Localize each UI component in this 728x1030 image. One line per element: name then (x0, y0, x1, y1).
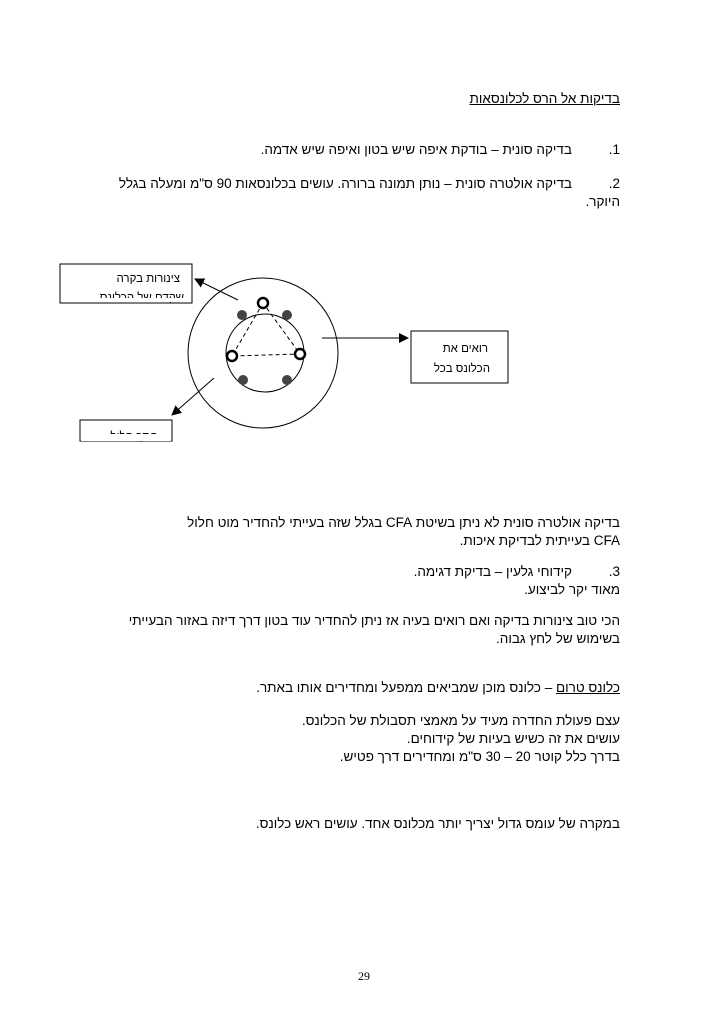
cfa-paragraph-line-1: בדיקה אולטרה סונית לא ניתן בשיטת CFA בגלל שזה בעייתי להחדיר מוט חלול (187, 515, 620, 530)
cfa-paragraph-line-2: CFA בעייתית לבדיקת איכות. (459, 533, 620, 548)
precast-rest: – כלונס מוכן שמביאים ממפעל ומחדירים אותו באתר. (256, 680, 556, 695)
arrow-to-bottom-label (172, 378, 214, 415)
list-number: 3. (608, 564, 620, 579)
list-item-3-continuation: מאוד יקר לביצוע. (524, 582, 620, 597)
rebar-dot (237, 310, 247, 320)
test-pipe (258, 298, 268, 308)
list-text: קידוחי גלעין – בדיקת דגימה. (413, 564, 572, 579)
list-text: בדיקה אולטרה סונית – נותן תמונה ברורה. עושים בכלונסאות 90 ס"מ ומעלה בגלל (118, 176, 572, 191)
rebar-dot (238, 375, 248, 385)
view-label-line-2: הכלונס בכל (433, 363, 490, 375)
view-label-box (411, 331, 508, 383)
last-paragraph: במקרה של עומס גדול יצריך יותר מכלונס אחד. עושים ראש כלונס. (255, 816, 620, 831)
test-pipe (227, 351, 237, 361)
precast-line-1: עצם פעולת החדרה מעיד על מאמצי תסבולת של הכלונס. (301, 713, 620, 728)
arrow-to-pipes-label (195, 279, 238, 300)
test-pipe (295, 349, 305, 359)
list-item-3 (414, 563, 620, 581)
precast-line-3: בדרך כלל קוטר 20 – 30 ס"מ ומחדירים דרך פטיש. (339, 749, 620, 764)
precast-line-2: עושים את זה כשיש בעיות של קידוחים. (406, 731, 620, 746)
pipes-label-line-1: צינורות בקרה (116, 273, 180, 285)
page-number: 29 (358, 969, 370, 983)
pile-cross-section-diagram (0, 250, 728, 450)
list-number: 1. (608, 142, 620, 157)
rebar-dot (282, 310, 292, 320)
list-number: 2. (608, 176, 620, 191)
list-item-2 (119, 175, 620, 193)
pipes-paragraph-line-1: הכי טוב צינורות בדיקה ואם רואים בעיה אז ניתן להחדיר עוד בטון דרך דיזה באזור הבעייתי (128, 613, 620, 628)
pipes-label-line-2 (100, 291, 184, 304)
inner-reinforcement-circle (226, 314, 304, 392)
rebar-dot (282, 375, 292, 385)
precast-definition (256, 679, 620, 697)
list-text: בדיקה סונית – בודקת איפה שיש בטון ואיפה שיש אדמה. (260, 142, 572, 157)
list-item-1 (261, 141, 620, 159)
list-item-2-continuation: היוקר. (585, 194, 620, 209)
page-heading: בדיקות אל הרס לכלונסאות (469, 91, 620, 106)
view-label-line-1: רואים את (442, 343, 488, 355)
pipes-paragraph-line-2: בשימוש של לחץ גבוה. (496, 631, 620, 646)
precast-term: כלונס טרום (555, 680, 620, 695)
